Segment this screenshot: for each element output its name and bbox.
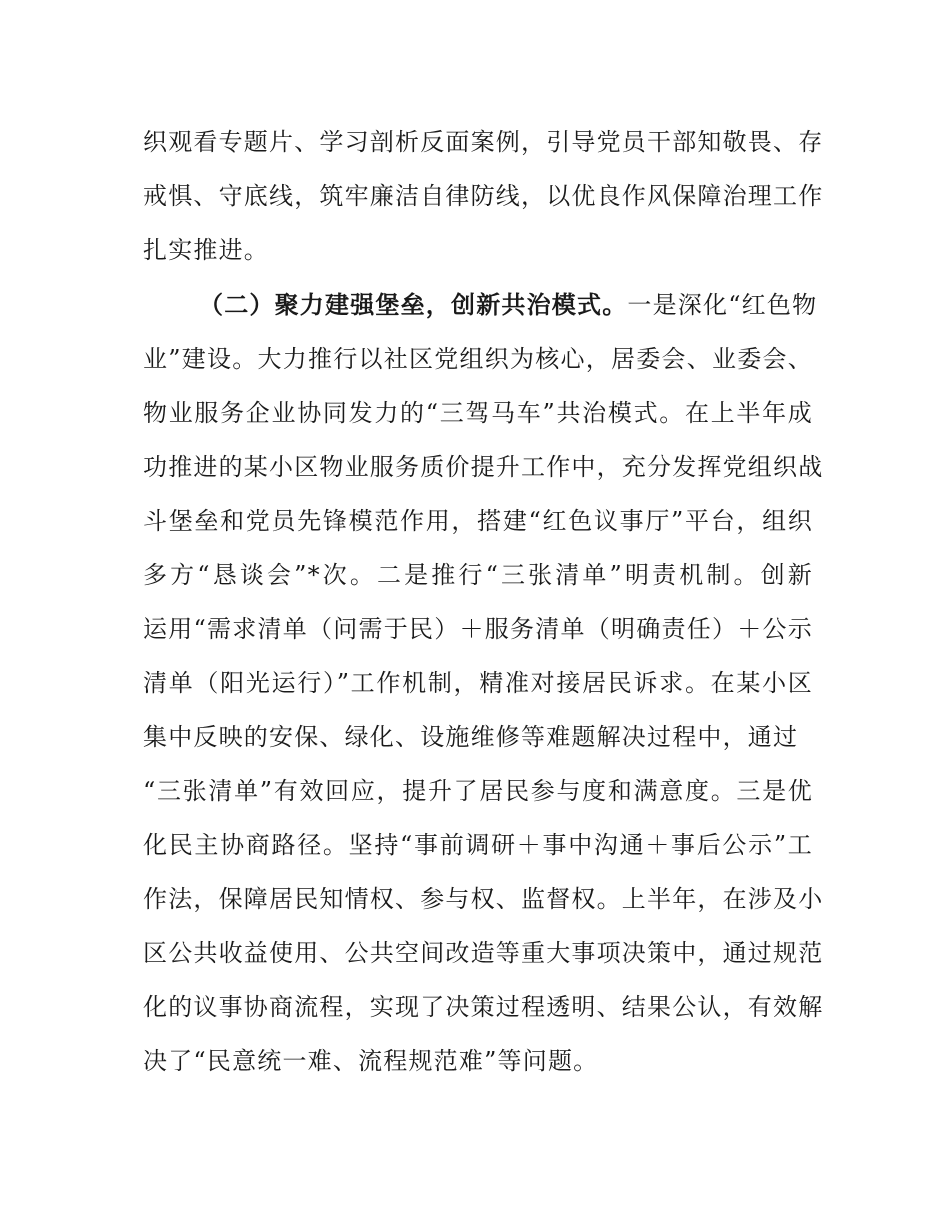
paragraph-2-line-3: 物业服务企业协同发力的“三驾马车”共治模式。在上半年成 <box>143 399 813 427</box>
paragraph-2-line-12: 作法，保障居民知情权、参与权、监督权。上半年，在涉及小 <box>143 885 824 913</box>
paragraph-2-line-1 <box>199 288 818 322</box>
section-heading-rest: 一是深化“红色物 <box>627 291 818 319</box>
paragraph-2-line-15: 决了“民意统一难、流程规范难”等问题。 <box>143 1047 599 1075</box>
paragraph-2-line-9: 集中反映的安保、绿化、设施维修等难题解决过程中，通过 <box>143 723 799 751</box>
paragraph-1-line-3: 扎实推进。 <box>143 236 269 264</box>
paragraph-2-line-8: 清单（阳光运行）”工作机制，精准对接居民诉求。在某小区 <box>143 669 813 697</box>
paragraph-2-line-13: 区公共收益使用、公共空间改造等重大事项决策中，通过规范 <box>143 939 824 967</box>
paragraph-1-line-2: 戒惧、守底线，筑牢廉洁自律防线，以优良作风保障治理工作 <box>143 182 824 210</box>
paragraph-2-line-7: 运用“需求清单（问需于民）＋服务清单（明确责任）＋公示 <box>143 615 813 643</box>
paragraph-2-line-14: 化的议事协商流程，实现了决策过程透明、结果公认，有效解 <box>143 993 824 1021</box>
paragraph-1-line-1: 织观看专题片、学习剖析反面案例，引导党员干部知敬畏、存 <box>143 128 824 156</box>
paragraph-2-line-5: 斗堡垒和党员先锋模范作用，搭建“红色议事厅”平台，组织 <box>143 507 813 535</box>
paragraph-2-line-2: 业”建设。大力推行以社区党组织为核心，居委会、业委会、 <box>143 345 813 373</box>
paragraph-2-line-11: 化民主协商路径。坚持“事前调研＋事中沟通＋事后公示”工 <box>143 831 813 859</box>
paragraph-2-line-6: 多方“恳谈会”*次。二是推行“三张清单”明责机制。创新 <box>143 561 813 589</box>
paragraph-2-line-10: “三张清单”有效回应，提升了居民参与度和满意度。三是优 <box>143 777 813 805</box>
paragraph-2-line-4: 功推进的某小区物业服务质价提升工作中，充分发挥党组织战 <box>143 453 824 481</box>
section-heading: （二）聚力建强堡垒，创新共治模式。 <box>199 290 628 319</box>
